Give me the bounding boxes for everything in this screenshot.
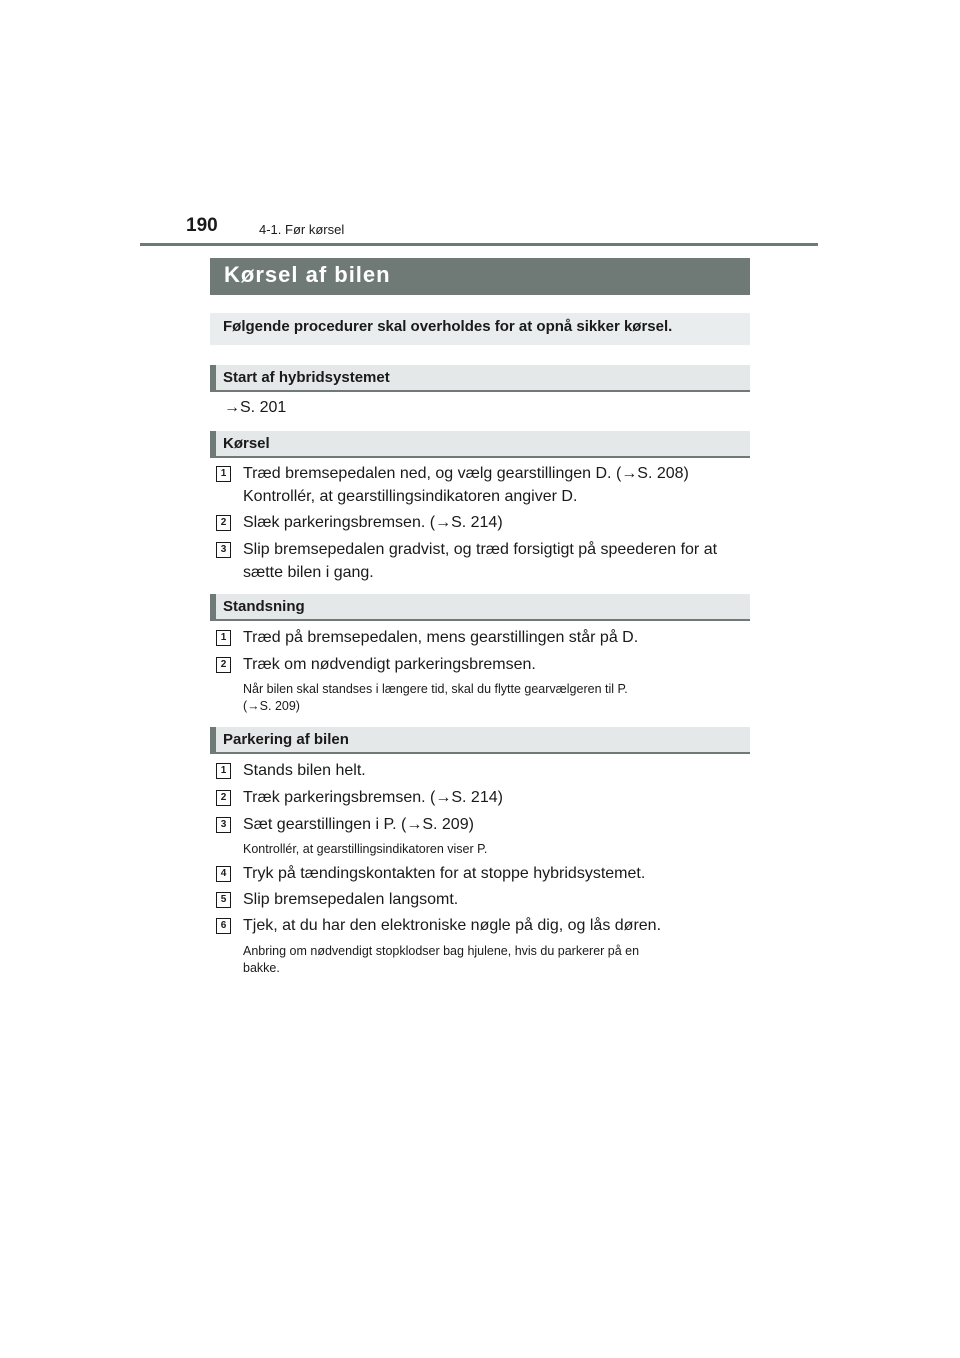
step-text: Træk om nødvendigt parkeringsbremsen. <box>243 656 536 673</box>
step-text: Kontrollér, at gearstillingsindikatoren angiver D. <box>243 488 578 505</box>
step-number-badge: 1 <box>216 466 231 482</box>
subheading-label: Start af hybridsystemet <box>223 369 390 386</box>
step-number-badge: 1 <box>216 630 231 646</box>
page-number: 190 <box>186 215 218 236</box>
step-number-badge: 2 <box>216 657 231 673</box>
step-text: Træk parkeringsbremsen. (→S. 214) <box>243 789 503 806</box>
note-text: Kontrollér, at gearstillingsindikatoren viser P. <box>243 842 488 856</box>
step-number-badge: 3 <box>216 542 231 558</box>
subheading-bar <box>210 727 216 752</box>
note-text: Når bilen skal standses i længere tid, skal du flytte gearvælgeren til P. <box>243 682 628 696</box>
header-divider <box>140 243 818 246</box>
start-reference <box>224 396 286 420</box>
step-text: Træd på bremsepedalen, mens gearstillingen står på D. <box>243 629 639 646</box>
page-reference-link[interactable]: S. 201 <box>240 399 287 416</box>
subheading-stopping <box>210 594 750 621</box>
arrow-icon: → <box>224 399 240 416</box>
subheading-bar <box>210 594 216 619</box>
step-number-badge: 2 <box>216 790 231 806</box>
subheading-label: Kørsel <box>223 435 270 452</box>
step-text: Slæk parkeringsbremsen. (→S. 214) <box>243 514 503 531</box>
step-number-badge: 6 <box>216 918 231 934</box>
step-text: Træd bremsepedalen ned, og vælg gearstillingen D. (→S. 208) <box>243 465 689 482</box>
subheading-bar <box>210 431 216 456</box>
subheading-bar <box>210 365 216 390</box>
step-text: Slip bremsepedalen gradvist, og træd forsigtigt på speederen for at <box>243 541 718 558</box>
subheading-label: Standsning <box>223 598 305 615</box>
step-text: sætte bilen i gang. <box>243 564 374 581</box>
intro-text: Følgende procedurer skal overholdes for at opnå sikker kørsel. <box>223 318 673 335</box>
step-number-badge: 2 <box>216 515 231 531</box>
subheading-label: Parkering af bilen <box>223 731 349 748</box>
subheading-parking <box>210 727 750 754</box>
title-banner <box>210 258 750 295</box>
note-text: Anbring om nødvendigt stopklodser bag hjulene, hvis du parkerer på en <box>243 944 640 958</box>
step-number-badge: 4 <box>216 866 231 882</box>
section-breadcrumb: 4-1. Før kørsel <box>259 222 345 237</box>
note-text: bakke. <box>243 961 280 975</box>
step-number-badge: 3 <box>216 817 231 833</box>
subheading-start <box>210 365 750 392</box>
step-number-badge: 1 <box>216 763 231 779</box>
note-text: (→S. 209) <box>243 699 300 713</box>
subheading-driving <box>210 431 750 458</box>
intro-box <box>210 313 750 345</box>
step-number-badge: 5 <box>216 892 231 908</box>
step-text: Sæt gearstillingen i P. (→S. 209) <box>243 816 474 833</box>
step-text: Tjek, at du har den elektroniske nøgle på dig, og lås døren. <box>243 917 662 934</box>
step-text: Slip bremsepedalen langsomt. <box>243 891 459 908</box>
page-title: Kørsel af bilen <box>224 262 391 287</box>
step-text: Tryk på tændingskontakten for at stoppe hybridsystemet. <box>243 865 646 882</box>
step-text: Stands bilen helt. <box>243 762 366 779</box>
